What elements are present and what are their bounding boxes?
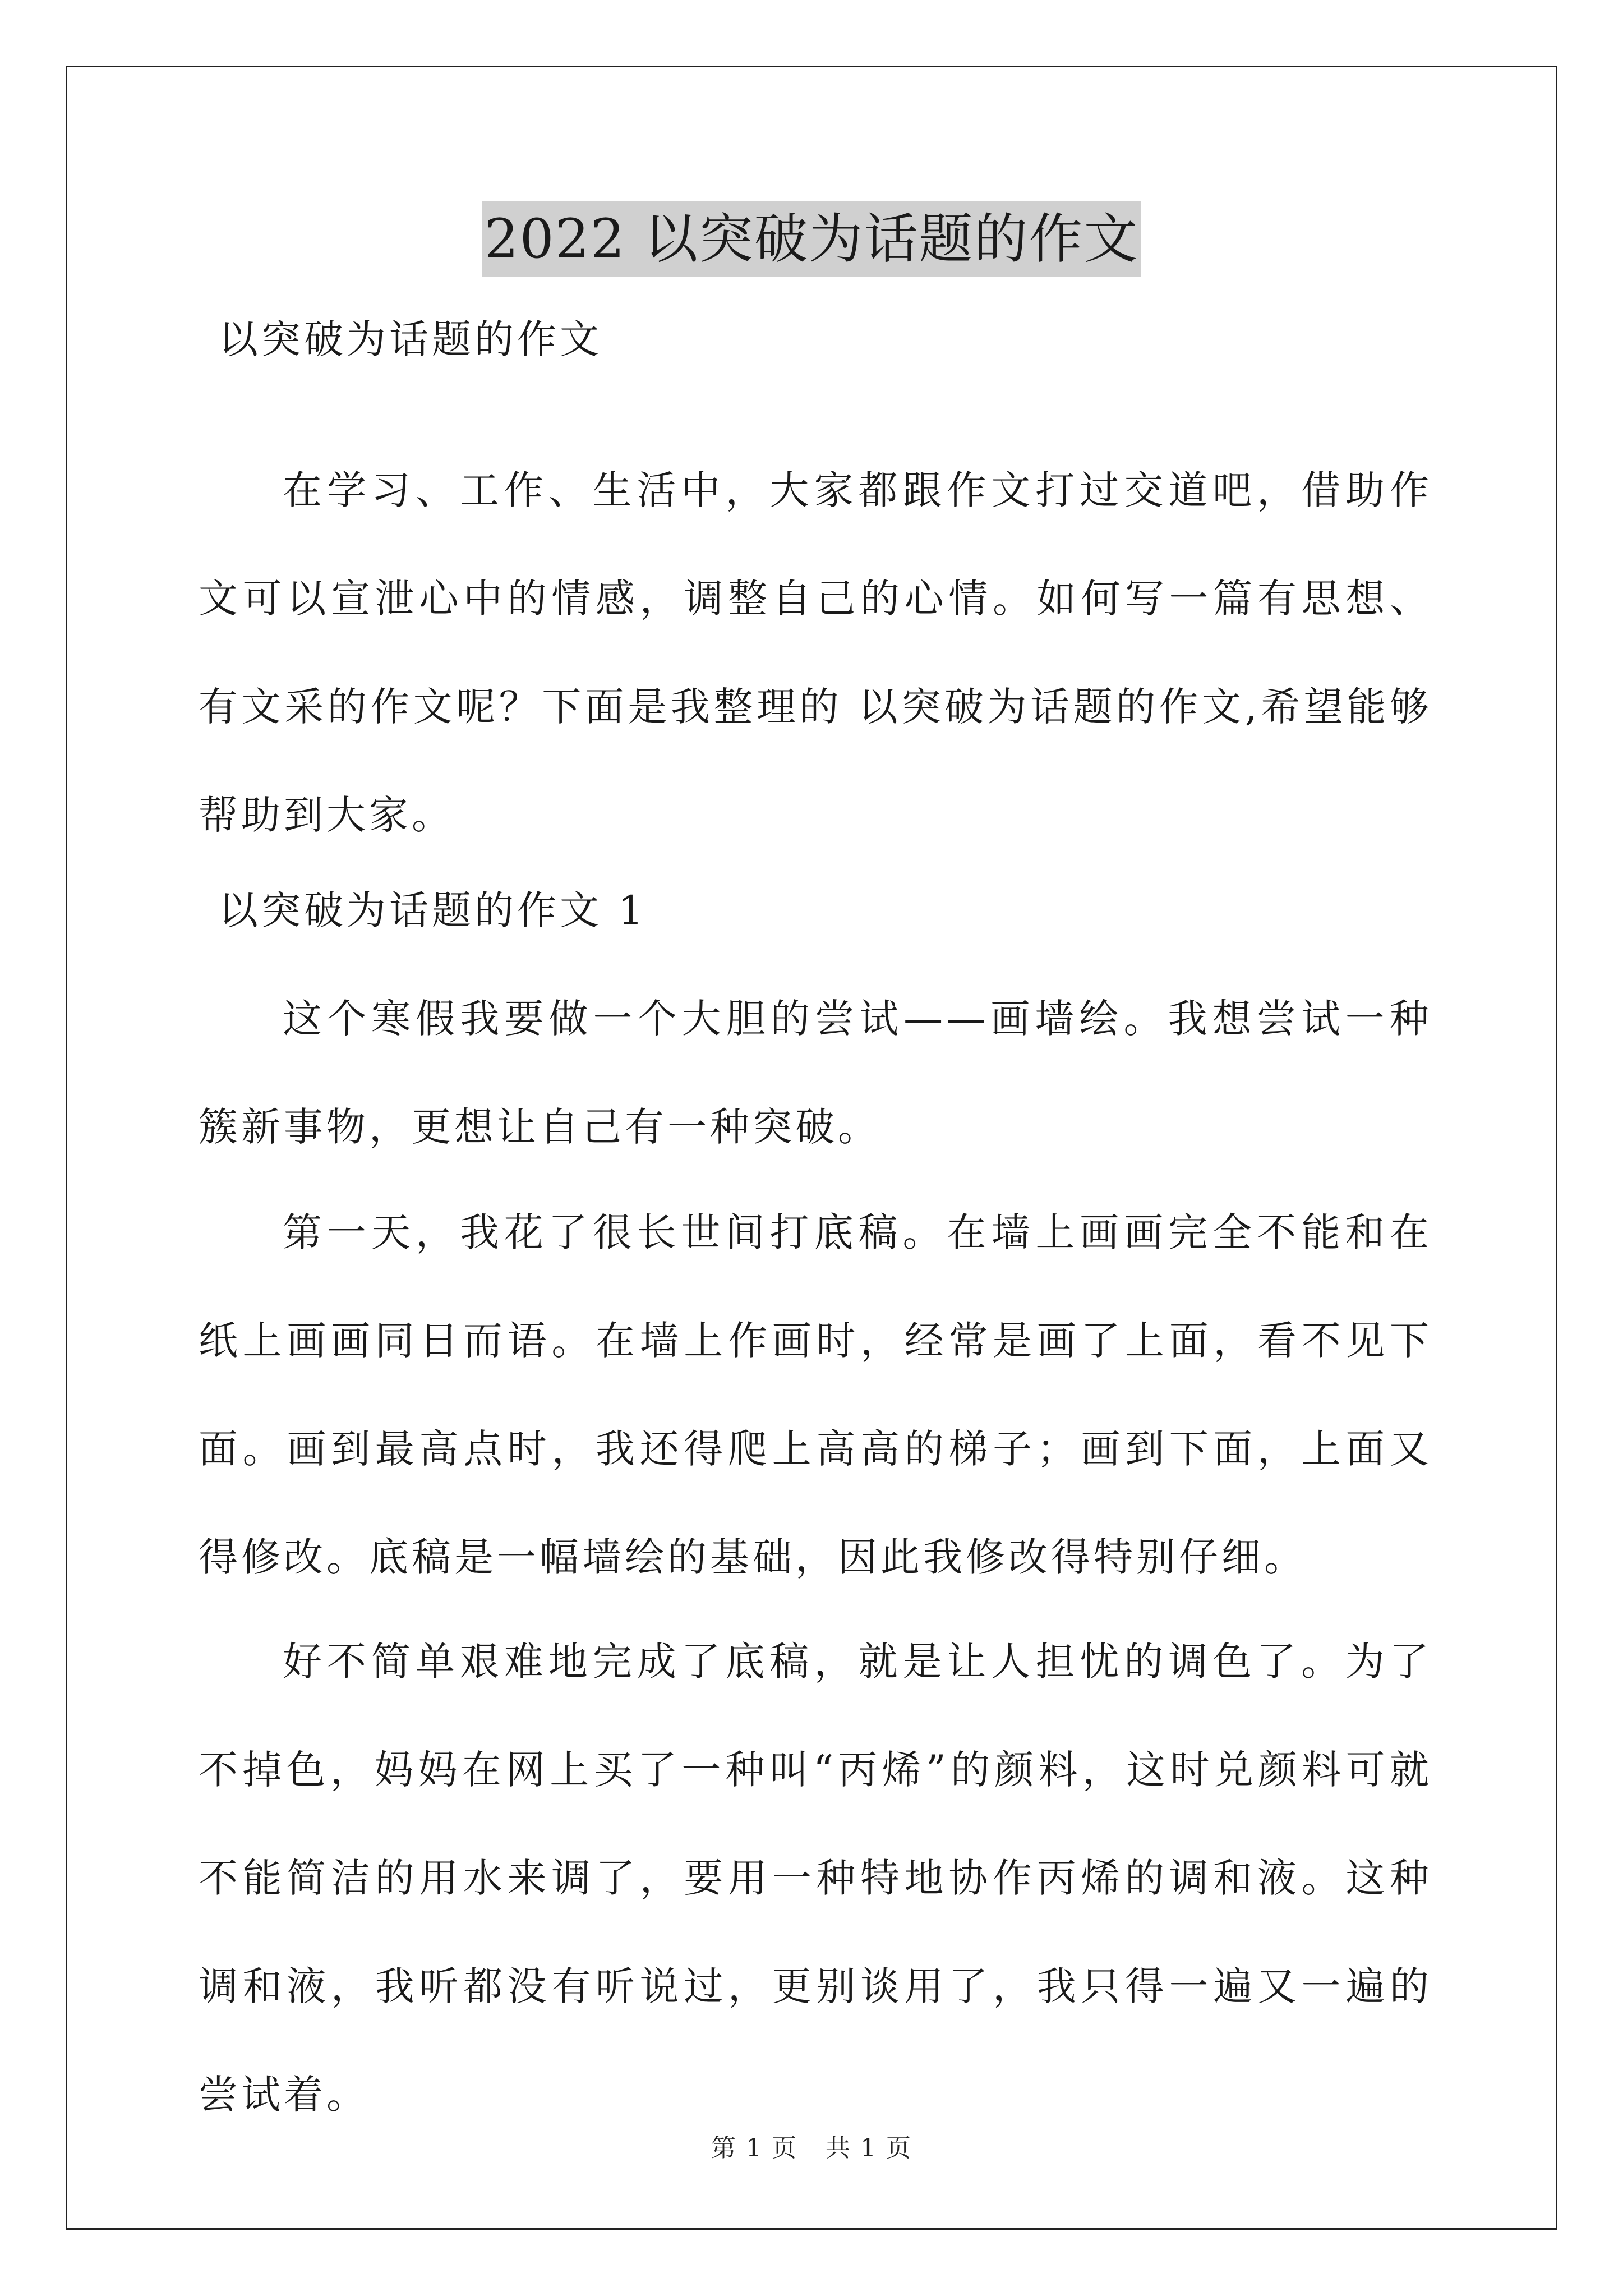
page-number: 第 1 页 [711, 2134, 797, 2162]
body-paragraph-2: 第一天，我花了很长世间打底稿。在墙上画画完全不能和在纸上画画同日而语。在墙上作画时，经常是画了上面，看不见下面。画到最高点时，我还得爬上高高的梯子；画到下面，上面又得修改。底稿是一幅墙绘的基础，因此我修改得特别仔细。 [199, 1209, 1432, 1580]
document-subtitle: 以突破为话题的作文 [219, 316, 602, 362]
page-total: 共 1 页 [826, 2134, 912, 2162]
title-container [0, 201, 1623, 277]
document-title: 2022 以突破为话题的作文 [482, 201, 1141, 277]
intro-paragraph: 在学习、工作、生活中，大家都跟作文打过交道吧，借助作文可以宣泄心中的情感，调整自己的心情。如何写一篇有思想、有文采的作文呢？下面是我整理的 以突破为话题的作文,希望能够帮助到大家。 [199, 467, 1432, 838]
body-paragraph-3: 好不简单艰难地完成了底稿，就是让人担忧的调色了。为了不掉色，妈妈在网上买了一种叫“丙烯”的颜料，这时兑颜料可就不能简洁的用水来调了，要用一种特地协作丙烯的调和液。这种调和液，我听都没有听说过，更别谈用了，我只得一遍又一遍的尝试着。 [199, 1639, 1432, 2118]
body-paragraph-1: 这个寒假我要做一个大胆的尝试——画墙绘。我想尝试一种簇新事物，更想让自己有一种突破。 [199, 996, 1432, 1150]
section-heading: 以突破为话题的作文 1 [219, 887, 647, 933]
page-footer [0, 2132, 1623, 2165]
